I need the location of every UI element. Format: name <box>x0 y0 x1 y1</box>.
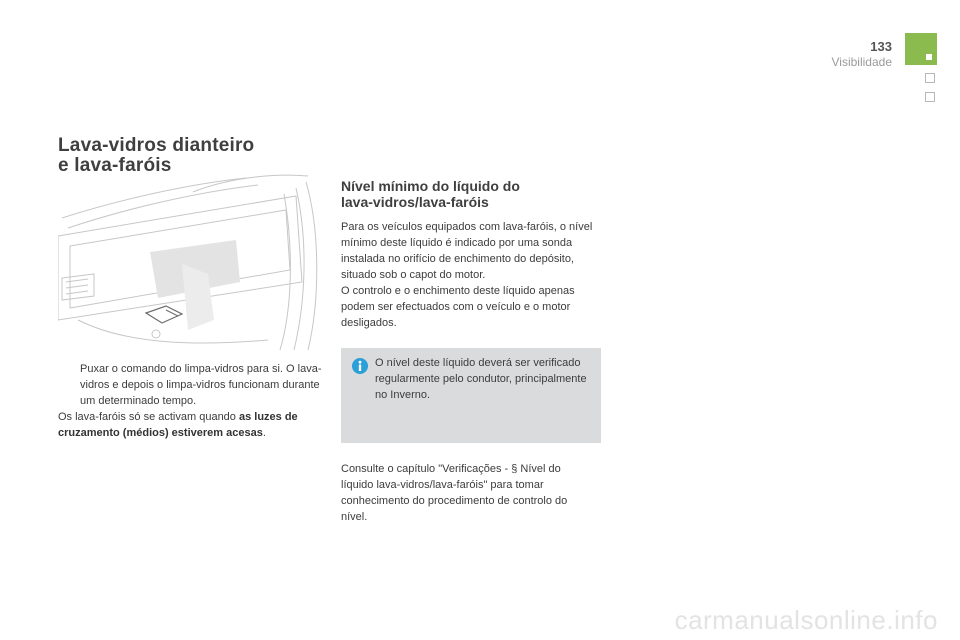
tab-marker <box>926 54 932 60</box>
info-icon <box>352 358 368 374</box>
instruction-bullet <box>58 361 328 409</box>
section-title <box>341 178 520 210</box>
headlamp-washer-note <box>58 409 328 441</box>
section-tab-2[interactable] <box>925 73 935 83</box>
paragraph-reference: Consulte o capítulo "Verificações - § Nível do líquido lava-vidros/lava-faróis" para tomar conhecimento do procedimento de controlo do nível. <box>341 463 568 523</box>
page-number: 133 <box>870 39 892 54</box>
paragraph-control: O controlo e o enchimento deste líquido apenas podem ser efectuados com o veículo e o motor desligados. <box>341 285 575 329</box>
note-suffix: . <box>262 427 266 439</box>
page-title-line2: e lava-faróis <box>58 155 172 176</box>
section-name: Visibilidade <box>831 55 892 69</box>
note-prefix: Os lava-faróis só se activam quando <box>58 411 239 423</box>
section-title-line2: lava-vidros/lava-faróis <box>341 194 489 210</box>
paragraph-sensor: Para os veículos equipados com lava-faróis, o nível mínimo deste líquido é indicado por uma sonda instalada no orifício de enchimento do depósito, situado sob o capot do motor. <box>341 221 593 281</box>
info-box <box>341 348 601 443</box>
instructions-block <box>58 361 328 441</box>
note-bold: as luzes de cruzamento (médios) estiverem acesas <box>58 411 298 439</box>
section-tab-active[interactable] <box>905 33 937 65</box>
info-text: O nível deste líquido deverá ser verificado regularmente pelo condutor, principalmente no Inverno. <box>375 357 587 401</box>
headlamp-washer-illustration <box>58 170 320 350</box>
page-title-line1: Lava-vidros dianteiro <box>58 135 255 156</box>
instruction-text: Puxar o comando do limpa-vidros para si. O lava-vidros e depois o limpa-vidros funcionam durante um determinado tempo. <box>80 363 322 407</box>
section-title-line1: Nível mínimo do líquido do <box>341 178 520 194</box>
bullet-icon <box>58 361 80 409</box>
watermark: carmanualsonline.info <box>674 605 938 635</box>
page-header <box>832 40 893 69</box>
section-tab-3[interactable] <box>925 92 935 102</box>
